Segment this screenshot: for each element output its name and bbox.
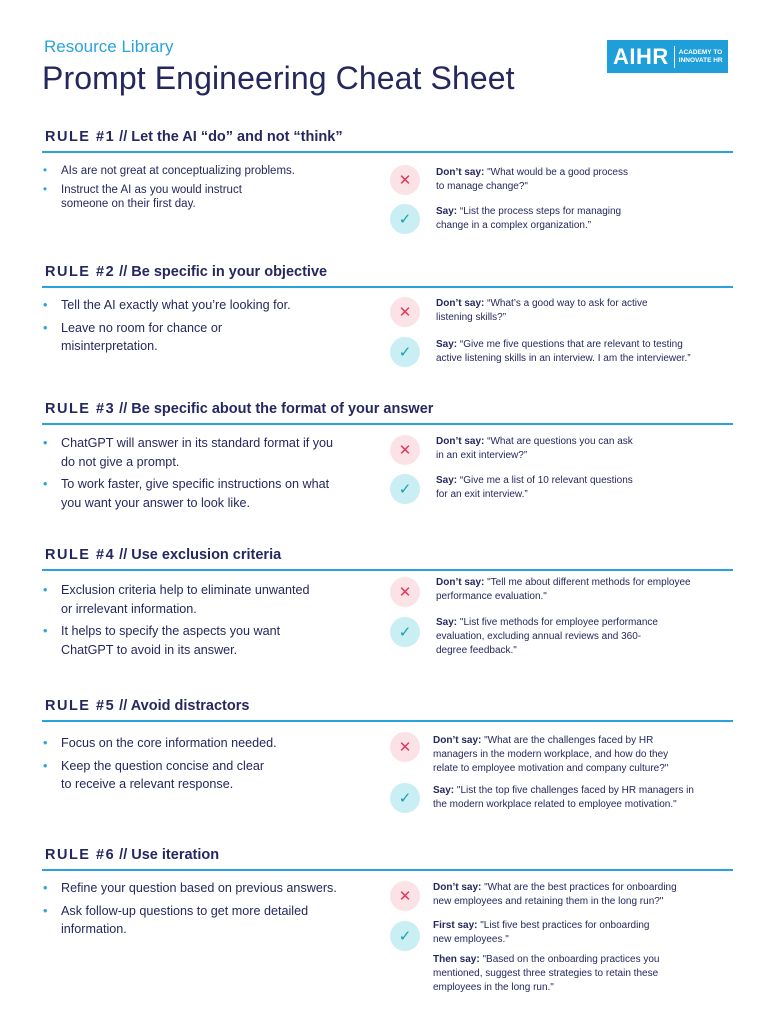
rule-divider: [42, 151, 733, 153]
logo-tagline: [679, 49, 723, 65]
rule-separator: //: [115, 547, 132, 563]
check-icon: ✓: [390, 783, 420, 813]
rule-separator: //: [115, 264, 132, 280]
dont-icon: ✕: [390, 732, 420, 762]
logo-tagline-line-2: INNOVATE HR: [678, 56, 723, 64]
say-example: Say: “Give me five questions that are relevant to testing active listening skills in an interview. I am the interviewer.”: [436, 339, 691, 364]
rule-bullets: [42, 164, 295, 216]
aihr-logo: [607, 40, 728, 73]
logo-divider: [674, 46, 675, 68]
rule-heading: [45, 547, 281, 563]
rule-divider: [42, 286, 733, 288]
dont-say-example: Don’t say: "What would be a good process to manage change?": [436, 167, 628, 192]
check-icon: ✓: [390, 337, 420, 367]
rule-bullets: [42, 734, 277, 798]
bullet-item: • Instruct the AI as you would instruct someone on their first day.: [42, 183, 295, 211]
rule-title: Use exclusion criteria: [131, 547, 282, 563]
bullet-item: • Refine your question based on previous answers.: [42, 879, 337, 898]
rule-bullets: [42, 434, 333, 516]
say-example: Say: "List five methods for employee performance evaluation, excluding annual reviews and 360- degree feedback.": [436, 617, 658, 656]
dont-icon: ✕: [390, 577, 420, 607]
dont-say-example: Don’t say: “What are questions you can ask in an exit interview?”: [436, 436, 633, 461]
rule-number: RULE #1: [45, 129, 116, 145]
check-icon: ✓: [390, 617, 420, 647]
say-example: Say: “List the process steps for managing change in a complex organization.”: [436, 206, 622, 231]
bullet-item: • Focus on the core information needed.: [42, 734, 277, 753]
rule-heading: [45, 698, 249, 714]
bullet-item: • Exclusion criteria help to eliminate unwanted or irrelevant information.: [42, 581, 310, 618]
rule-title: Avoid distractors: [130, 698, 250, 714]
rule-bullets: [42, 581, 310, 663]
bullet-item: • Ask follow-up questions to get more detailed information.: [42, 902, 337, 939]
dont-say-example: Don’t say: "What are the challenges faced by HR managers in the modern workplace, and how do they relate to employee motivation and company culture?": [433, 735, 669, 774]
resource-library-kicker: Resource Library: [44, 37, 174, 56]
check-icon: ✓: [390, 474, 420, 504]
rule-separator: //: [115, 698, 131, 714]
rule-divider: [42, 869, 733, 871]
rule-bullets: [42, 879, 337, 943]
rule-separator: //: [115, 847, 132, 863]
rule-separator: //: [115, 401, 132, 417]
logo-tagline-line-1: ACADEMY TO: [678, 48, 723, 56]
dont-icon: ✕: [390, 165, 420, 195]
rule-number: RULE #3: [45, 401, 116, 417]
rule-title: Be specific in your objective: [131, 264, 328, 280]
rule-number: RULE #5: [45, 698, 116, 714]
bullet-item: • Leave no room for chance or misinterpretation.: [42, 319, 291, 356]
rule-heading: [45, 847, 219, 863]
check-icon: ✓: [390, 921, 420, 951]
bullet-item: • ChatGPT will answer in its standard format if you do not give a prompt.: [42, 434, 333, 471]
rule-title: Be specific about the format of your answer: [131, 401, 434, 417]
logo-wordmark: AIHR: [613, 43, 669, 69]
rule-number: RULE #6: [45, 847, 116, 863]
rule-divider: [42, 423, 733, 425]
say-example: Say: "List the top five challenges faced by HR managers in the modern workplace related to employee motivation.": [433, 785, 694, 810]
rule-bullets: [42, 296, 291, 360]
rule-number: RULE #2: [45, 264, 116, 280]
dont-say-example: Don’t say: “What’s a good way to ask for active listening skills?”: [436, 298, 648, 323]
rule-number: RULE #4: [45, 547, 116, 563]
bullet-item: • It helps to specify the aspects you want ChatGPT to avoid in its answer.: [42, 622, 310, 659]
dont-say-example: Don’t say: "Tell me about different methods for employee performance evaluation.": [436, 577, 691, 602]
bullet-item: • Keep the question concise and clear to receive a relevant response.: [42, 757, 277, 794]
rule-heading: [45, 401, 433, 417]
page-title: Prompt Engineering Cheat Sheet: [42, 60, 515, 96]
rule-title: Let the AI “do” and not “think”: [131, 129, 343, 145]
dont-icon: ✕: [390, 435, 420, 465]
rule-heading: [45, 129, 343, 145]
rule-heading: [45, 264, 327, 280]
dont-say-example: Don’t say: "What are the best practices for onboarding new employees and retaining them in the long run?": [433, 882, 677, 907]
rule-divider: [42, 569, 733, 571]
rule-title: Use iteration: [131, 847, 220, 863]
bullet-item: • Tell the AI exactly what you’re looking for.: [42, 296, 291, 315]
bullet-item: • To work faster, give specific instructions on what you want your answer to look like.: [42, 475, 333, 512]
say-example: Say: “Give me a list of 10 relevant questions for an exit interview.”: [436, 475, 633, 500]
dont-icon: ✕: [390, 297, 420, 327]
check-icon: ✓: [390, 204, 420, 234]
then-say-example: Then say: "Based on the onboarding practices you mentioned, suggest three strategies to retain these employees in the long run.": [433, 954, 660, 993]
bullet-item: • AIs are not great at conceptualizing problems.: [42, 164, 295, 178]
first-say-example: First say: "List five best practices for onboarding new employees.": [433, 920, 650, 945]
rule-separator: //: [115, 129, 132, 145]
dont-icon: ✕: [390, 881, 420, 911]
rule-divider: [42, 720, 733, 722]
